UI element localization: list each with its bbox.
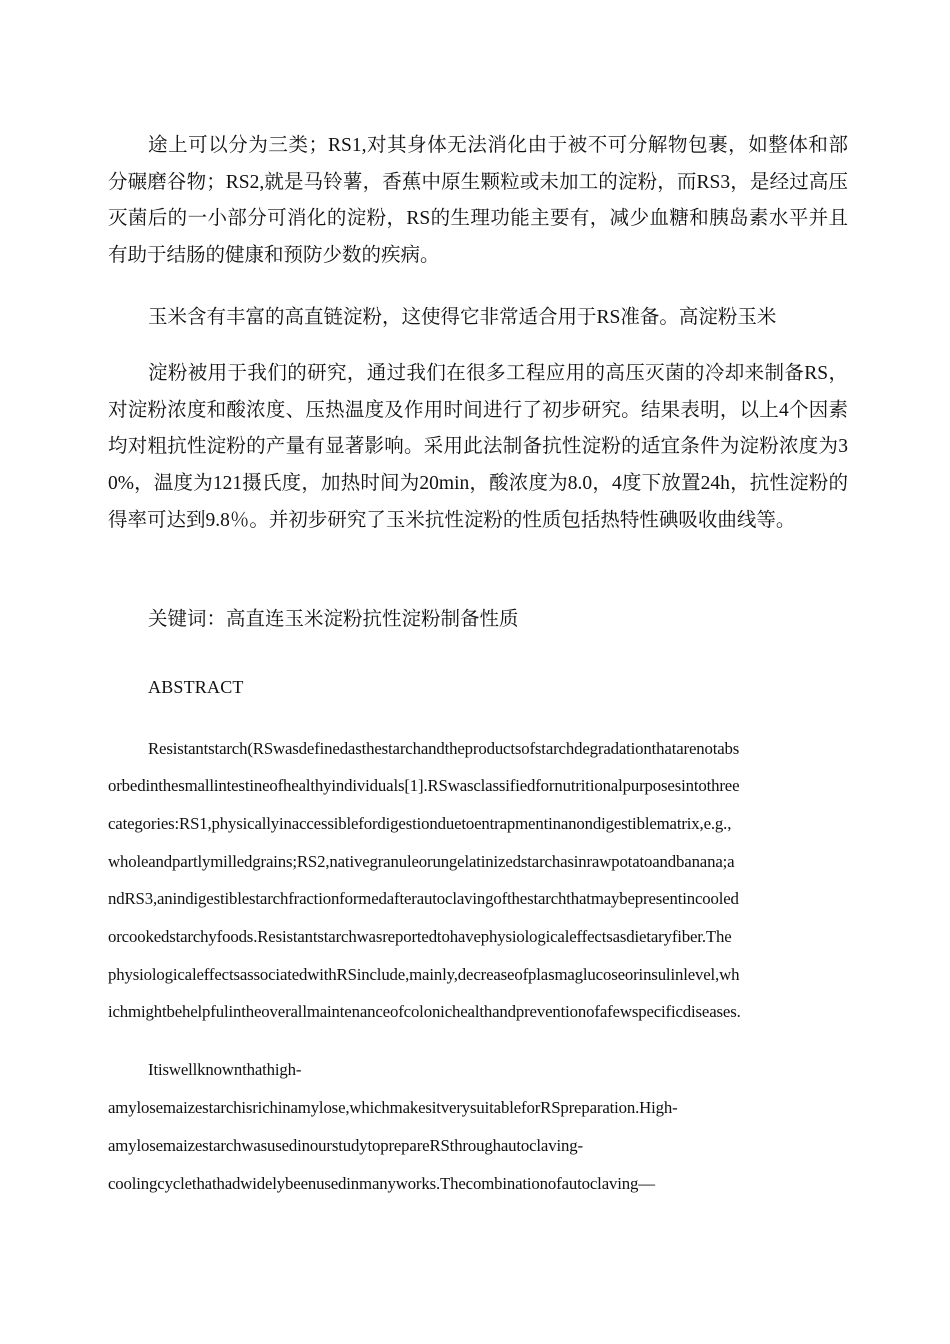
abstract-line: amylosemaizestarchwasusedinourstudytoprepareRSthroughautoclaving- [108, 1136, 583, 1155]
chinese-paragraph-corn-starch: 玉米含有丰富的高直链淀粉，这使得它非常适合用于RS准备。高淀粉玉米 [148, 307, 777, 328]
abstract-line: categories:RS1,physicallyinaccessiblefordigestionduetoentrapmentinanondigestiblematrix,e.g., [108, 814, 732, 833]
abstract-line: ichmightbehelpfulintheoverallmaintenanceofcolonichealthandpreventionofafewspecificdiseases. [108, 1002, 741, 1021]
abstract-line: Itiswellknownthathigh- [148, 1060, 302, 1079]
chinese-paragraph-study-results: 淀粉被用于我们的研究，通过我们在很多工程应用的高压灭菌的冷却来制备RS，对淀粉浓度和酸浓度、压热温度及作用时间进行了初步研究。结果表明，以上4个因素均对粗抗性淀粉的产量有显著影响。采用此法制备抗性淀粉的适宜条件为淀粉浓度为30%，温度为121摄氏度，加热时间为20min，酸浓度为8.0，4度下放置24h，抗性淀粉的得率可达到9.8％。并初步研究了玉米抗性淀粉的性质包括热特性碘吸收曲线等。 [108, 363, 848, 531]
abstract-line: wholeandpartlymilledgrains;RS2,nativegranuleorungelatinizedstarchasinrawpotatoandbanana;a [108, 852, 735, 871]
chinese-paragraph-rs-types: 途上可以分为三类；RS1,对其身体无法消化由于被不可分解物包裹，如整体和部分碾磨谷物；RS2,就是马铃薯，香蕉中原生颗粒或未加工的淀粉，而RS3，是经过高压灭菌后的一小部分可消化的淀粉，RS的生理功能主要有，减少血糖和胰岛素水平并且有助于结肠的健康和预防少数的疾病。 [108, 135, 849, 267]
abstract-line: physiologicaleffectsassociatedwithRSinclude,mainly,decreaseofplasmaglucoseorinsulinlevel,wh [108, 965, 740, 984]
abstract-line: amylosemaizestarchisrichinamylose,whichmakesitverysuitableforRSpreparation.High- [108, 1098, 678, 1117]
abstract-line: coolingcyclethathadwidelybeenusedinmanyworks.Thecombinationofautoclaving— [108, 1174, 655, 1193]
keywords-line: 关键词：高直连玉米淀粉抗性淀粉制备性质 [148, 609, 519, 630]
abstract-line: ndRS3,anindigestiblestarchfractionformedafterautoclavingofthestarchthatmaybepresentincooled [108, 889, 739, 908]
abstract-line: orcookedstarchyfoods.Resistantstarchwasreportedtohavephysiologicaleffectsasdietaryfiber.The [108, 927, 732, 946]
abstract-heading: ABSTRACT [148, 677, 244, 697]
abstract-line: Resistantstarch(RSwasdefinedasthestarchandtheproductsofstarchdegradationthatarenotabs [148, 739, 740, 758]
abstract-line: orbedinthesmallintestineofhealthyindividuals[1].RSwasclassifiedfornutritionalpurposesintothree [108, 776, 740, 795]
